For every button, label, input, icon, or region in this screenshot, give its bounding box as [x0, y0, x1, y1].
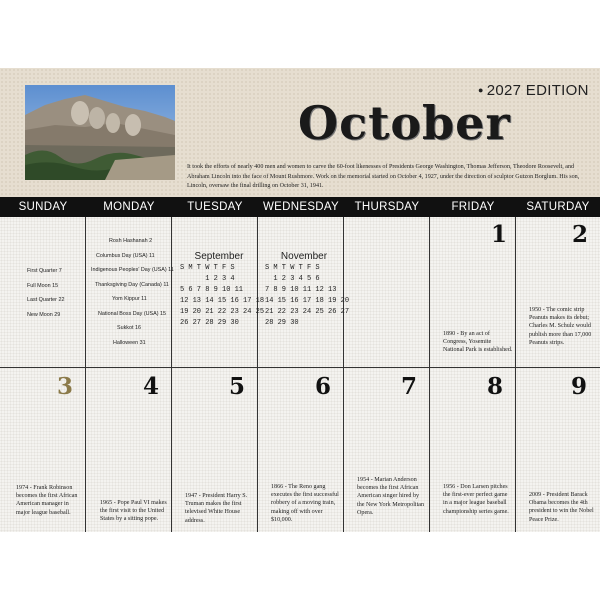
- calendar-header: [0, 68, 600, 197]
- day-number: 2: [571, 221, 588, 248]
- day-number: 3: [57, 373, 74, 400]
- day-number: 6: [315, 373, 332, 400]
- mini-calendar-weekdays: S M T W T F S: [180, 264, 235, 272]
- holiday-item: Indigenous Peoples' Day (USA) 11: [91, 267, 174, 273]
- mini-calendar-title: September: [194, 251, 244, 262]
- mini-calendar-row: 1 2 3 4: [180, 275, 235, 283]
- holiday-item: Halloween 31: [113, 339, 146, 346]
- weekday-header: [0, 197, 600, 217]
- holidays-list: [91, 238, 174, 354]
- mini-calendar-row: 5 6 7 8 9 10 11: [180, 286, 244, 294]
- day-event: 1956 - Don Larsen pitches the first-ever perfect game in a major league baseball championship series game.: [443, 484, 509, 515]
- weekday-saturday: SATURDAY: [526, 201, 590, 213]
- holiday-item: National Boss Day (USA) 15: [98, 310, 167, 317]
- moon-phase-item: Last Quarter 22: [27, 297, 65, 303]
- day-event: 1866 - The Reno gang executes the first successful robbery of a moving train, making off with over $10,000.: [271, 484, 339, 523]
- moon-phases-list: [27, 268, 64, 326]
- day-event: 1947 - President Harry S. Truman makes the first televised White House address.: [185, 493, 248, 524]
- day-event: 1954 - Marian Anderson becomes the first African American singer hired by the New York Metropolitan Opera.: [357, 477, 425, 516]
- holiday-item: Columbus Day (USA) 11: [96, 252, 155, 259]
- month-title: October: [298, 96, 511, 150]
- mini-calendar-weekdays: S M T W T F S: [265, 264, 320, 272]
- weekday-monday: MONDAY: [103, 201, 155, 213]
- day-event: 1974 - Frank Robinson becomes the first African American manager in major league baseball.: [16, 485, 78, 516]
- mini-calendar-title: November: [280, 251, 328, 262]
- mini-calendar-row: 12 13 14 15 16 17 18: [180, 297, 265, 305]
- day-number: 5: [229, 373, 246, 400]
- day-event: 1965 - Pope Paul VI makes the first visit to the United States by a sitting pope.: [100, 500, 167, 523]
- day-event: 1890 - By an act of Congress, Yosemite National Park is established.: [443, 331, 513, 354]
- mini-calendar-row: 21 22 23 24 25 26 27: [265, 308, 350, 316]
- calendar-grid: [0, 217, 600, 532]
- mini-calendar-september: [180, 251, 264, 330]
- calendar-page: [0, 68, 600, 532]
- weekday-friday: FRIDAY: [451, 201, 495, 213]
- weekday-sunday: SUNDAY: [18, 201, 68, 213]
- edition-label: ● 2027 EDITION: [478, 82, 589, 99]
- mini-calendar-row: 26 27 28 29 30: [180, 319, 239, 327]
- day-number: 1: [490, 221, 507, 248]
- day-event: 1950 - The comic strip Peanuts makes its debut; Charles M. Schulz would publish more than 17,000 Peanuts strips.: [529, 307, 592, 346]
- moon-phase-item: Full Moon 15: [27, 282, 59, 289]
- day-number: 4: [143, 373, 160, 400]
- weekday-wednesday: WEDNESDAY: [263, 201, 339, 213]
- holiday-item: Rosh Hashanah 2: [109, 238, 153, 244]
- holiday-item: Thanksgiving Day (Canada) 11: [95, 281, 169, 288]
- holiday-item: Sukkot 16: [117, 325, 141, 331]
- mini-calendar-row: 7 8 9 10 11 12 13: [265, 286, 337, 294]
- column-saturday: [516, 217, 600, 532]
- mini-calendar-row: 28 29 30: [265, 319, 299, 327]
- weekday-tuesday: TUESDAY: [187, 201, 243, 213]
- day-number: 9: [571, 373, 588, 400]
- day-number: 7: [401, 373, 418, 400]
- weekday-thursday: THURSDAY: [354, 201, 420, 213]
- mini-calendar-row: 19 20 21 22 23 24 25: [180, 308, 265, 316]
- mini-calendar-row: 1 2 3 4 5 6: [265, 275, 320, 283]
- mount-rushmore-photo: [25, 85, 175, 180]
- holiday-item: Yom Kippur 11: [112, 296, 147, 302]
- month-description: It took the efforts of nearly 400 men and women to carve the 60-foot likenesses of Presidents George Washington, Thomas Jefferson, Theodore Roosevelt, and Abraham Lincoln into the face of Mount Rushmore. Work on the memorial started on October 4, 1927, under the direction of sculptor Gutzon Borglum. His son, Lincoln, oversaw the final drilling on October 31, 1941.: [187, 164, 580, 189]
- mini-calendar-row: 14 15 16 17 18 19 20: [265, 297, 350, 305]
- moon-phase-item: First Quarter 7: [27, 268, 62, 274]
- week-divider: [0, 367, 600, 368]
- day-number: 8: [487, 373, 504, 400]
- day-event: 2009 - President Barack Obama becomes the 4th president to win the Nobel Peace Prize.: [529, 492, 594, 523]
- moon-phase-item: New Moon 29: [27, 311, 61, 318]
- mini-calendar-november: [265, 251, 349, 330]
